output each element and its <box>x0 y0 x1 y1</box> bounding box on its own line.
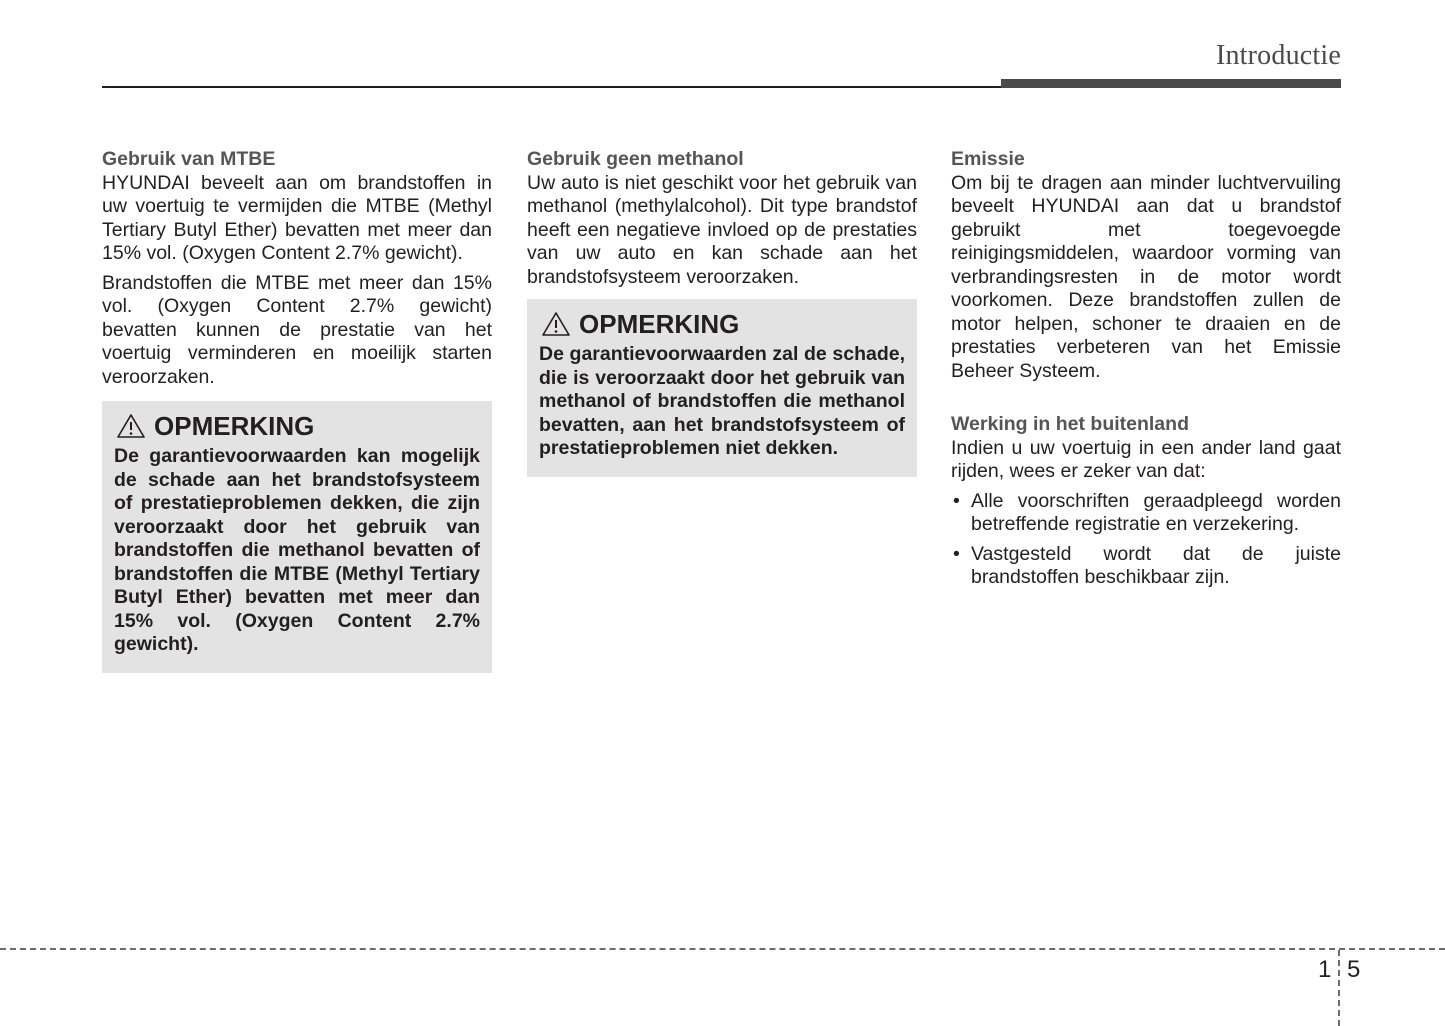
paragraph: Brandstoffen die MTBE met meer dan 15% vol. (Oxygen Content 2.7% gewicht) bevatten kunnen de prestatie van het voertuig verminderen en moeilijk starten veroorzaken. <box>102 271 492 388</box>
list-item-text: Vastgesteld wordt dat de juiste brandstoffen beschikbaar zijn. <box>971 542 1341 588</box>
header-accent-bar <box>1001 79 1341 88</box>
section-heading-buitenland: Werking in het buitenland <box>951 413 1189 435</box>
section-heading-methanol: Gebruik geen methanol <box>527 148 744 170</box>
list-item-text: Alle voorschriften geraadpleegd worden betreffende registratie en verzekering. <box>971 489 1341 535</box>
paragraph: HYUNDAI beveelt aan om brandstoffen in uw voertuig te vermijden die MTBE (Methyl Tertiary Butyl Ether) bevatten met meer dan 15% vol. (Oxygen Content 2.7% gewicht). <box>102 171 492 264</box>
column-emissie <box>951 148 1341 596</box>
paragraph: Uw auto is niet geschikt voor het gebruik van methanol (methylalcohol). Dit type brandstof heeft een negatieve invloed op de prestaties van uw auto en kan schade aan het brandstofsysteem veroorzaken. <box>527 171 917 288</box>
section-heading-mtbe: Gebruik van MTBE <box>102 148 276 170</box>
page-chapter-number: 1 <box>1318 956 1332 983</box>
note-title <box>114 409 480 443</box>
column-mtbe <box>102 148 492 673</box>
note-box-mtbe <box>102 401 492 673</box>
column-methanol <box>527 148 917 477</box>
warning-triangle-icon <box>541 311 571 337</box>
footer-dashed-rule <box>0 948 1445 950</box>
paragraph: Indien u uw voertuig in een ander land gaat rijden, wees er zeker van dat: <box>951 436 1341 482</box>
note-box-methanol <box>527 299 917 477</box>
page-header-title: Introductie <box>1215 40 1341 71</box>
bullet-list <box>951 490 1341 590</box>
list-item <box>951 543 1341 590</box>
section-heading-emissie: Emissie <box>951 148 1025 170</box>
note-title-text: OPMERKING <box>579 309 740 339</box>
page-number: 5 <box>1347 956 1361 983</box>
warning-triangle-icon <box>116 413 146 439</box>
note-text: De garantievoorwaarden kan mogelijk de schade aan het brandstofsysteem of prestatieproblemen dekken, die zijn veroorzaakt door het gebruik van brandstoffen die methanol bevatten of brandstoffen die MTBE (Methyl Tertiary Butyl Ether) bevatten met meer dan 15% vol. (Oxygen Content 2.7% gewicht). <box>114 445 480 655</box>
note-title <box>539 307 905 341</box>
note-title-text: OPMERKING <box>154 411 315 441</box>
paragraph: Om bij te dragen aan minder luchtvervuiling beveelt HYUNDAI aan dat u brandstof gebruikt met toegevoegde reinigingsmiddelen, waardoor vorming van verbrandingsresten in de motor wordt voorkomen. Deze brandstoffen zullen de motor helpen, schoner te draaien en de prestaties verbeteren van het Emissie Beheer Systeem. <box>951 171 1341 382</box>
note-text: De garantievoorwaarden zal de schade, die is veroorzaakt door het gebruik van methanol of brandstoffen die methanol bevatten, aan het brandstofsysteem of prestatieproblemen niet dekken. <box>539 343 905 459</box>
bullet-icon: • <box>953 542 960 565</box>
header-rule <box>102 86 1001 88</box>
bullet-icon: • <box>953 489 960 512</box>
footer-dashed-divider <box>1338 950 1340 1026</box>
list-item <box>951 490 1341 537</box>
